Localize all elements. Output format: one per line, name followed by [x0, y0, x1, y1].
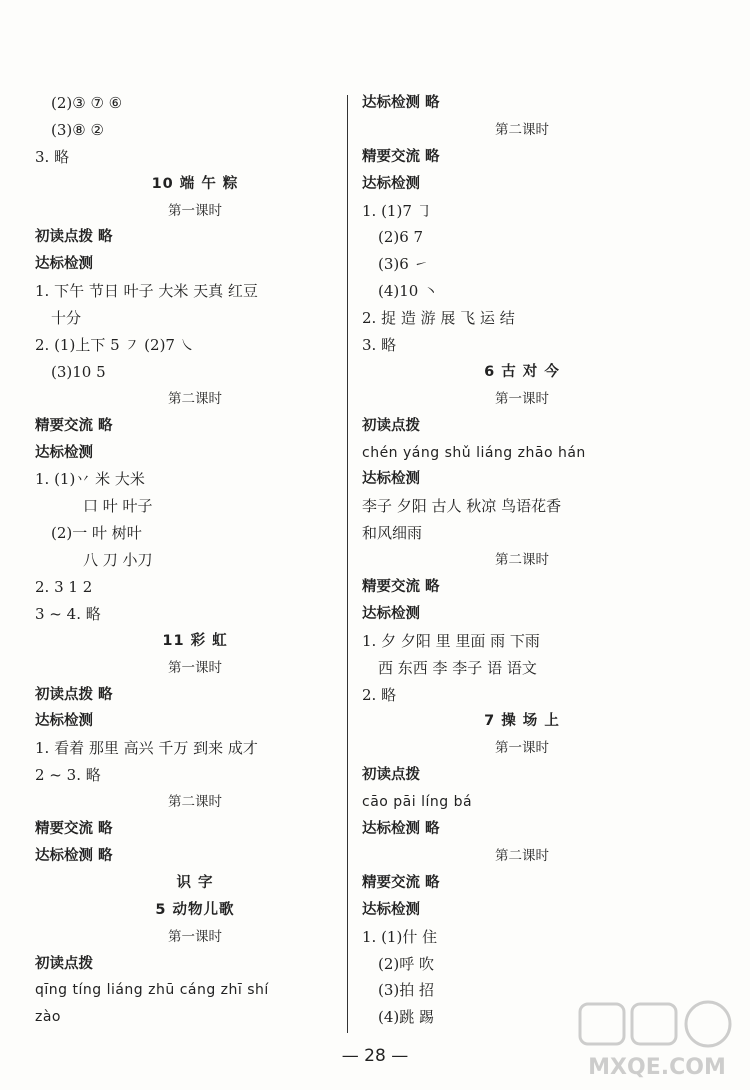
answer-line: 2 ~ 3. 略	[35, 766, 101, 785]
answer-line: 达标检测 略	[35, 847, 113, 864]
answer-line: 2. 捉 造 游 展 飞 运 结	[362, 309, 515, 328]
answer-line: 1. (1)什 住	[362, 927, 438, 946]
answer-line: 达标检测	[362, 901, 420, 918]
answer-line: 第二课时	[168, 390, 222, 407]
answer-line: 2. 3 1 2	[35, 578, 93, 597]
answer-line: 西 东西 李 李子 语 语文	[378, 658, 537, 677]
answer-line: 八 刀 小刀	[83, 551, 153, 570]
answer-line: 第一课时	[168, 928, 222, 945]
answer-line: 3 ~ 4. 略	[35, 604, 101, 623]
answer-line: 达标检测	[35, 256, 93, 273]
answer-line: 达标检测	[35, 444, 93, 461]
answer-line: 初读点拨	[362, 417, 420, 434]
page-number: — 28 —	[341, 1046, 409, 1066]
answer-line: 达标检测	[362, 471, 420, 488]
answer-line: 精要交流 略	[35, 821, 113, 838]
answer-line: 1. (1)7 ㇆	[362, 201, 432, 220]
answer-line: (3)6 ㇀	[378, 255, 429, 274]
answer-line: 1. (1)丷 米 大米	[35, 470, 145, 489]
answer-line: (3)⑧ ②	[51, 120, 104, 139]
answer-line: 2. 略	[362, 685, 397, 704]
answer-line: 3. 略	[35, 147, 70, 166]
answer-line: 十分	[51, 309, 82, 328]
answer-line: (3)拍 招	[378, 981, 435, 1000]
answer-line: 第一课时	[168, 659, 222, 676]
answer-line: (2)③ ⑦ ⑥	[51, 94, 123, 112]
answer-line: 初读点拨 略	[35, 229, 113, 246]
answer-line: 第二课时	[495, 847, 549, 864]
answer-line: (3)10 5	[51, 362, 106, 381]
answer-line: 达标检测 略	[362, 95, 440, 111]
answer-line: 5 动物儿歌	[155, 901, 235, 918]
answer-line: chén yáng shǔ liáng zhāo hán	[362, 444, 586, 461]
column-divider	[347, 95, 348, 1033]
answer-line: 第一课时	[495, 390, 549, 407]
answer-line: 1. 下午 节日 叶子 大米 天真 红豆	[35, 282, 258, 301]
answer-line: (2)6 7	[378, 228, 424, 247]
answer-line: 精要交流 略	[35, 417, 113, 434]
answer-line: qīng tíng liáng zhū cáng zhī shí	[35, 982, 269, 999]
answer-line: 初读点拨 略	[35, 686, 113, 703]
answer-line: 和风细雨	[362, 524, 423, 543]
answer-line: 1. 看着 那里 高兴 千万 到来 成才	[35, 739, 258, 758]
watermark-text: MXQE.COM	[588, 1055, 726, 1080]
answer-line: 2. (1)上下 5 ㇇ (2)7 ㇏	[35, 336, 195, 355]
answer-line: 第一课时	[495, 740, 549, 757]
answer-line: 第二课时	[168, 794, 222, 811]
answer-line: 初读点拨	[362, 767, 420, 784]
answer-line: 识 字	[176, 874, 214, 891]
answer-line: 第二课时	[495, 552, 549, 569]
answer-line: 达标检测 略	[362, 821, 440, 838]
answer-line: 达标检测	[362, 605, 420, 622]
answer-line: 3. 略	[362, 336, 397, 355]
left-column	[35, 90, 355, 1031]
answer-line: 第二课时	[495, 121, 549, 138]
answer-line: 7 操 场 上	[484, 713, 560, 730]
answer-line: 11 彩 虹	[162, 632, 228, 649]
answer-line: zào	[35, 1009, 61, 1026]
answer-line: 精要交流 略	[362, 874, 440, 891]
answer-line: (4)10 ㇔	[378, 282, 439, 301]
answer-line: 达标检测	[362, 175, 420, 192]
answer-line: (2)一 叶 树叶	[51, 524, 142, 543]
answer-line: 口 叶 叶子	[83, 497, 153, 516]
answer-line: 李子 夕阳 古人 秋凉 鸟语花香	[362, 497, 562, 516]
watermark-logo	[572, 1000, 742, 1084]
answer-line: 精要交流 略	[362, 148, 440, 165]
answer-line: 达标检测	[35, 713, 93, 730]
answer-line: 初读点拨	[35, 955, 93, 972]
answer-line: 1. 夕 夕阳 里 里面 雨 下雨	[362, 631, 540, 650]
answer-line: cāo pāi líng bá	[362, 794, 473, 811]
answer-line: 10 端 午 粽	[151, 175, 239, 192]
answer-line: 6 古 对 今	[484, 363, 560, 380]
answer-line: 精要交流 略	[362, 579, 440, 596]
answer-line: 第一课时	[168, 202, 222, 219]
right-column	[362, 90, 682, 1031]
answer-line: (2)呼 吹	[378, 954, 435, 973]
answer-line: (4)跳 踢	[378, 1008, 435, 1027]
